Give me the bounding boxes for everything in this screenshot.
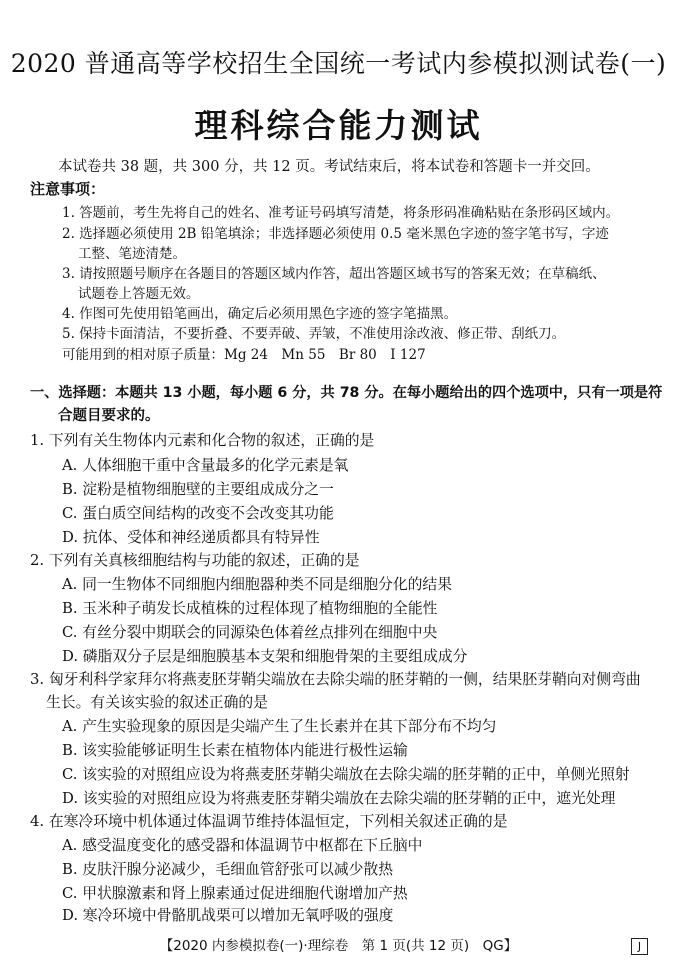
option-a: A. 感受温度变化的感受器和体温调节中枢都在下丘脑中	[62, 837, 423, 854]
exam-subtitle: 理科综合能力测试	[194, 106, 483, 145]
version-badge: J	[631, 938, 648, 955]
notice-line: 4. 作图可先使用铅笔画出，确定后必须用黑色字迹的签字笔描黑。	[62, 306, 458, 322]
page-footer: 【2020 内参模拟卷(一)·理综卷 第 1 页(共 12 页) QG】	[159, 938, 518, 954]
option-c: C. 有丝分裂中期联会的同源染色体着丝点排列在细胞中央	[62, 624, 438, 641]
option-d: D. 磷脂双分子层是细胞膜基本支架和细胞骨架的主要组成成分	[62, 648, 468, 665]
option-c: C. 该实验的对照组应设为将燕麦胚芽鞘尖端放在去除尖端的胚芽鞘的正中，单侧光照射	[62, 766, 630, 783]
option-d: D. 抗体、受体和神经递质都具有特异性	[62, 529, 320, 546]
section-heading: 一、选择题：本题共 13 小题，每小题 6 分，共 78 分。在每小题给出的四个选项中，只有一项是符	[30, 385, 663, 401]
question-stem: 3. 匈牙利科学家拜尔将燕麦胚芽鞘尖端放在去除尖端的胚芽鞘的一侧，结果胚芽鞘向对侧弯曲	[30, 671, 641, 688]
notice-line: 5. 保持卡面清洁，不要折叠、不要弄破、弄皱，不准使用涂改液、修正带、刮纸刀。	[62, 326, 566, 342]
notice-line: 3. 请按照题号顺序在各题目的答题区域内作答，超出答题区域书写的答案无效；在草稿纸、	[62, 266, 606, 282]
option-b: B. 玉米种子萌发长成植株的过程体现了植物细胞的全能性	[62, 600, 438, 617]
option-d: D. 寒冷环境中骨骼肌战栗可以增加无氧呼吸的强度	[62, 907, 394, 924]
question-stem-cont: 生长。有关该实验的叙述正确的是	[46, 694, 268, 711]
question-stem: 2. 下列有关真核细胞结构与功能的叙述，正确的是	[30, 552, 360, 569]
option-a: A. 产生实验现象的原因是尖端产生了生长素并在其下部分布不均匀	[62, 718, 497, 735]
question-stem: 1. 下列有关生物体内元素和化合物的叙述，正确的是	[30, 432, 375, 449]
notice-line: 试题卷上答题无效。	[78, 286, 200, 302]
atomic-masses: 可能用到的相对原子质量：Mg 24 Mn 55 Br 80 I 127	[62, 347, 426, 363]
notice-line: 工整、笔迹清楚。	[78, 246, 186, 262]
option-c: C. 蛋白质空间结构的改变不会改变其功能	[62, 505, 334, 522]
option-b: B. 淀粉是植物细胞壁的主要组成成分之一	[62, 481, 334, 498]
exam-title: 2020 普通高等学校招生全国统一考试内参模拟测试卷(一)	[10, 49, 667, 78]
question-stem: 4. 在寒冷环境中机体通过体温调节维持体温恒定，下列相关叙述正确的是	[30, 813, 508, 830]
notice-line: 2. 选择题必须使用 2B 铅笔填涂；非选择题必须使用 0.5 毫米黑色字迹的签字笔书写，字迹	[62, 226, 609, 242]
option-d: D. 该实验的对照组应设为将燕麦胚芽鞘尖端放在去除尖端的胚芽鞘的正中，遮光处理	[62, 790, 616, 807]
notice-line: 1. 答题前，考生先将自己的姓名、准考证号码填写清楚，将条形码准确粘贴在条形码区域内。	[62, 205, 620, 221]
option-b: B. 该实验能够证明生长素在植物体内能进行极性运输	[62, 742, 408, 759]
option-a: A. 同一生物体不同细胞内细胞器种类不同是细胞分化的结果	[62, 576, 453, 593]
intro-text: 本试卷共 38 题，共 300 分，共 12 页。考试结束后，将本试卷和答题卡一并交回。	[58, 159, 600, 175]
option-b: B. 皮肤汗腺分泌减少，毛细血管舒张可以减少散热	[62, 861, 394, 878]
option-a: A. 人体细胞干重中含量最多的化学元素是氧	[62, 457, 349, 474]
option-c: C. 甲状腺激素和肾上腺素通过促进细胞代谢增加产热	[62, 885, 408, 902]
section-heading-cont: 合题目要求的。	[58, 408, 160, 424]
notice-heading: 注意事项：	[30, 180, 106, 198]
